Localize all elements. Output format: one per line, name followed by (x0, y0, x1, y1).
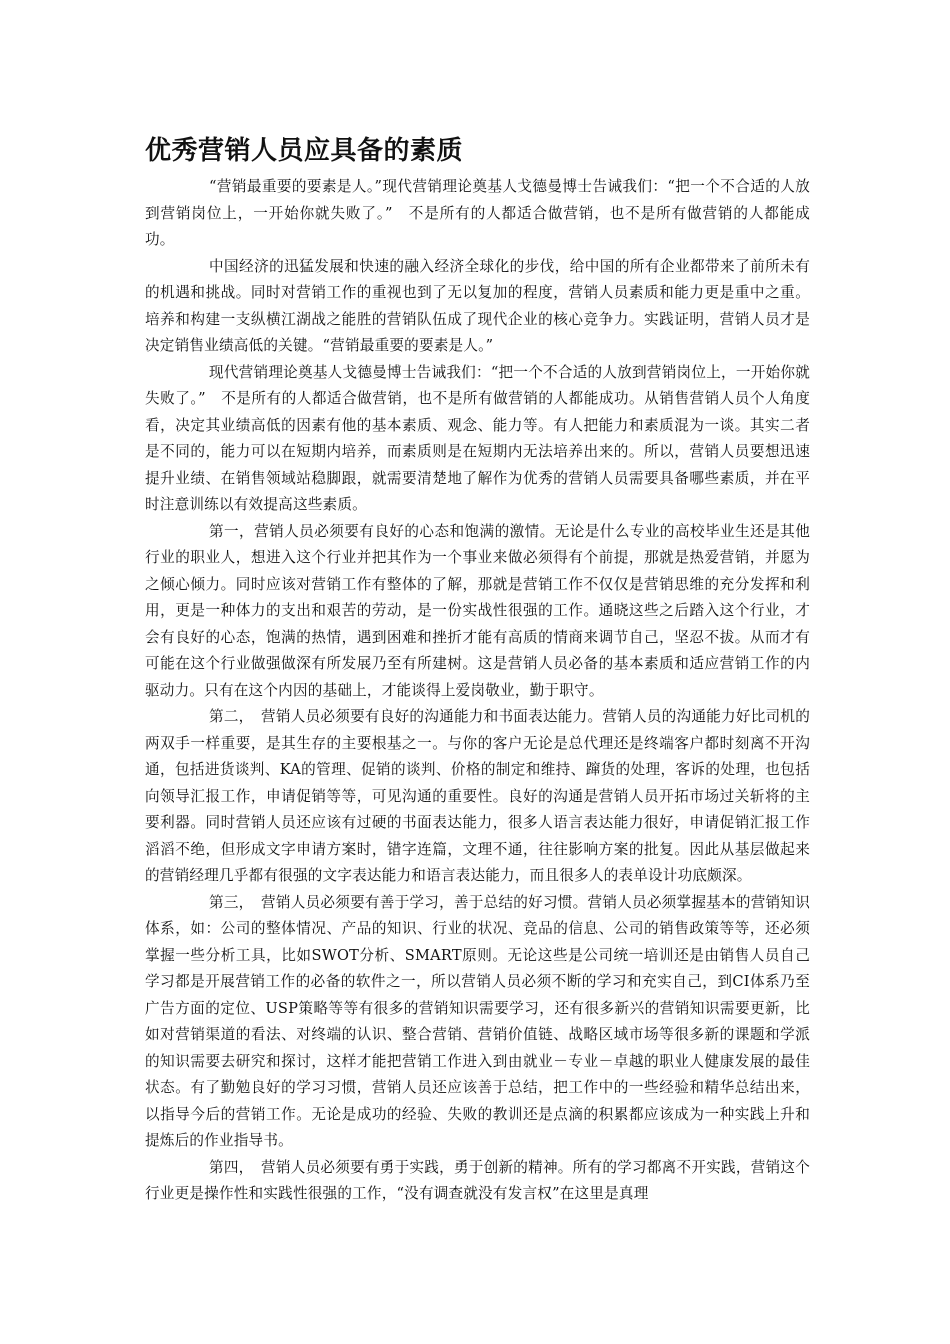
paragraph-fourth-quality: 第四， 营销人员必须要有勇于实践，勇于创新的精神。所有的学习都离不开实践，营销这个行业更是操作性和实践性很强的工作，“没有调查就没有发言权”在这里是真理 (145, 1158, 810, 1202)
paragraph-intro: “营销最重要的要素是人。”现代营销理论奠基人戈德曼博士告诫我们：“把一个不合适的人放到营销岗位上，一开始你就失败了。” 不是所有的人都适合做营销，也不是所有做营销的人都能成功。 (145, 178, 810, 248)
paragraph-background: 中国经济的迅猛发展和快速的融入经济全球化的步伐，给中国的所有企业都带来了前所未有的机遇和挑战。同时对营销工作的重视也到了无以复加的程度，营销人员素质和能力更是重中之重。培养和构建一支纵横江湖战之能胜的营销队伍成了现代企业的核心竞争力。实践证明，营销人员才是决定销售业绩高低的关键。“营销最重要的要素是人。” (145, 257, 810, 354)
paragraph-second-quality: 第二， 营销人员必须要有良好的沟通能力和书面表达能力。营销人员的沟通能力好比司机的两双手一样重要，是其生存的主要根基之一。与你的客户无论是总代理还是终端客户都时刻离不开沟通，包括进货谈判、KA的管理、促销的谈判、价格的制定和维持、蹿货的处理，客诉的处理，也包括向领导汇报工作，申请促销等等，可见沟通的重要性。良好的沟通是营销人员开拓市场过关斩将的主要利器。同时营销人员还应该有过硬的书面表达能力，很多人语言表达能力很好，申请促销汇报工作滔滔不绝，但形成文字申请方案时，错字连篇，文理不通，往往影响方案的批复。因此从基层做起来的营销经理几乎都有很强的文字表达能力和语言表达能力，而且很多人的表单设计功底颇深。 (145, 708, 810, 884)
paragraph-third-quality: 第三， 营销人员必须要有善于学习，善于总结的好习惯。营销人员必须掌握基本的营销知识体系，如：公司的整体情况、产品的知识、行业的状况、竞品的信息、公司的销售政策等等，还必须掌握一些分析工具，比如SWOT分析、SMART原则。无论这些是公司统一培训还是由销售人员自己学习都是开展营销工作的必备的软件之一，所以营销人员必须不断的学习和充实自己，到CI体系乃至广告方面的定位、USP策略等等有很多的营销知识需要学习，还有很多新兴的营销知识需要更新，比如对营销渠道的看法、对终端的认识、整合营销、营销价值链、战略区域市场等很多新的课题和学派的知识需要去研究和探讨，这样才能把营销工作进入到由就业－专业－卓越的职业人健康发展的最佳状态。有了勤勉良好的学习习惯，营销人员还应该善于总结，把工作中的一些经验和精华总结出来，以指导今后的营销工作。无论是成功的经验、失败的教训还是点滴的积累都应该成为一种实践上升和提炼后的作业指导书。 (145, 893, 810, 1149)
paragraph-first-quality: 第一，营销人员必须要有良好的心态和饱满的激情。无论是什么专业的高校毕业生还是其他行业的职业人，想进入这个行业并把其作为一个事业来做必须得有个前提，那就是热爱营销，并愿为之倾心倾力。同时应该对营销工作有整体的了解，那就是营销工作不仅仅是营销思维的充分发挥和利用，更是一种体力的支出和艰苦的劳动，是一份实战性很强的工作。通晓这些之后踏入这个行业，才会有良好的心态，饱满的热情，遇到困难和挫折才能有高质的情商来调节自己，坚忍不拔。从而才有可能在这个行业做强做深有所发展乃至有所建树。这是营销人员必备的基本素质和适应营销工作的内驱动力。只有在这个内因的基础上，才能谈得上爱岗敬业，勤于职守。 (145, 522, 810, 699)
document-title: 优秀营销人员应具备的素质 (145, 136, 464, 166)
paragraph-goldman-quote: 现代营销理论奠基人戈德曼博士告诫我们：“把一个不合适的人放到营销岗位上，一开始你就失败了。” 不是所有的人都适合做营销，也不是所有做营销的人都能成功。从销售营销人员个人角度看，决定其业绩高低的因素有他的基本素质、观念、能力等。有人把能力和素质混为一谈。其实二者是不同的，能力可以在短期内培养，而素质则是在短期内无法培养出来的。所以，营销人员要想迅速提升业绩、在销售领域站稳脚跟，就需要清楚地了解作为优秀的营销人员需要具备哪些素质，并在平时注意训练以有效提高这些素质。 (145, 363, 810, 513)
document-body (145, 174, 810, 1208)
